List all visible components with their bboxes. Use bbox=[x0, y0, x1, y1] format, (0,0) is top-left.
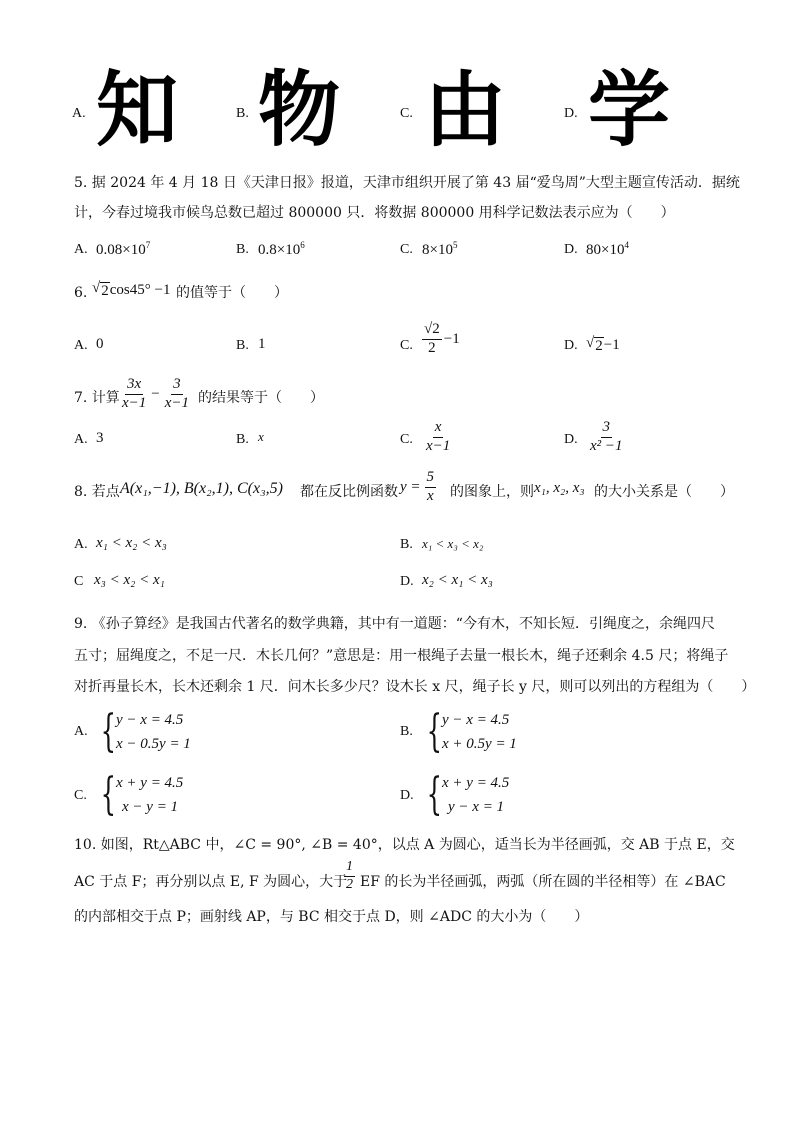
q5-option-c: $8\times 10^5$ bbox=[422, 240, 458, 258]
q5-option-c-label: C. bbox=[400, 242, 413, 257]
q6-option-a: 0 bbox=[96, 336, 104, 352]
q4-option-b-label: B. bbox=[236, 106, 249, 121]
q6-option-d-label: D. bbox=[564, 338, 578, 353]
sqrt-symbol: √ 2 bbox=[92, 280, 109, 299]
q7-option-b: x bbox=[258, 429, 264, 444]
q6-option-a-label: A. bbox=[74, 338, 88, 353]
q8-mid: 都在反比例函数 bbox=[300, 484, 398, 500]
q10-half-fraction: $\frac{1}{2}$ bbox=[346, 859, 353, 892]
q7-stem-tail: 的结果等于（ ） bbox=[198, 390, 324, 406]
q8-vars: x₁, x₂, x₃ bbox=[534, 480, 585, 496]
q6-stem-tail: 的值等于（ ） bbox=[176, 285, 288, 301]
q9-option-d-system: { x + y = 4.5 y − x = 1 bbox=[426, 769, 510, 820]
q10-stem-line1: 10. 如图，Rt△ABC 中，∠C = 90°, ∠B = 40°，以点 A 为圆心，适当长为半径画弧，交 AB 于点 E，交 bbox=[74, 837, 735, 853]
q8-function: y = $\frac{5}{x}$ bbox=[400, 469, 435, 504]
q9-option-b-label: B. bbox=[400, 724, 413, 739]
q4-option-a-char: 知 bbox=[96, 63, 179, 158]
q8-option-d: x₂ < x₁ < x₃ bbox=[422, 572, 493, 588]
q6-option-d: √ 2 −1 bbox=[586, 335, 620, 354]
q7-option-b-label: B. bbox=[236, 432, 249, 447]
q5-option-d-label: D. bbox=[564, 242, 578, 257]
q7-option-c-label: C. bbox=[400, 432, 413, 447]
q8-option-a-label: A. bbox=[74, 537, 88, 552]
q8-tail: 的图象上，则 bbox=[450, 484, 534, 500]
q8-option-c: x₃ < x₂ < x₁ bbox=[94, 572, 165, 588]
q9-stem-line2: 五寸；屈绳度之，不足一尺．木长几何？”意思是：用一根绳子去量一根长木，绳子还剩余 4.5 尺；将绳子 bbox=[74, 648, 729, 664]
q9-stem-line1: 9. 《孙子算经》是我国古代著名的数学典籍，其中有一道题：“今有木，不知长短．引绳度之，余绳四尺 bbox=[74, 616, 715, 632]
q6-expression: √ 2 cos45° −1 bbox=[92, 280, 171, 299]
q8-tail2: 的大小关系是（ ） bbox=[594, 484, 734, 500]
q8-option-c-label: C bbox=[74, 574, 84, 589]
q4-option-b-char: 物 bbox=[258, 63, 341, 158]
brace-symbol: { bbox=[100, 769, 116, 820]
q7-number: 7. 计算 bbox=[74, 390, 120, 406]
q7-option-c: $\frac{x}{x-1}$ bbox=[426, 419, 451, 454]
q6-option-b-label: B. bbox=[236, 338, 249, 353]
q5-option-a: $0.08\times 10^7$ bbox=[96, 240, 151, 258]
q4-option-c-char: 由 bbox=[424, 63, 507, 158]
q10-stem-line2a: AC 于点 F；再分别以点 E, F 为圆心，大于 bbox=[74, 874, 348, 890]
q4-option-a-label: A. bbox=[72, 106, 86, 121]
q9-option-b-system: { y − x = 4.5 x + 0.5y = 1 bbox=[426, 706, 517, 757]
q4-option-d-char: 学 bbox=[588, 63, 671, 158]
q9-option-a-system: { y − x = 4.5 x − 0.5y = 1 bbox=[100, 706, 191, 757]
q5-option-d: $80\times 10^4$ bbox=[586, 240, 629, 258]
q6-option-b: 1 bbox=[258, 336, 266, 352]
q6-option-c-label: C. bbox=[400, 338, 413, 353]
q8-option-b: x₁ < x₃ < x₂ bbox=[422, 536, 484, 551]
q6-number: 6. bbox=[74, 285, 88, 301]
q9-option-a-label: A. bbox=[74, 724, 88, 739]
q8-points: A(x₁,−1), B(x₂,1), C(x₃,5) bbox=[120, 480, 283, 497]
q5-option-b: $0.8\times 10^6$ bbox=[258, 240, 305, 258]
q8-option-b-label: B. bbox=[400, 537, 413, 552]
q5-option-a-label: A. bbox=[74, 242, 88, 257]
q7-expression: $\frac{3x}{x-1}$ − $\frac{3}{x-1}$ bbox=[122, 376, 190, 411]
q9-option-d-label: D. bbox=[400, 788, 414, 803]
q10-stem-line3: 的内部相交于点 P；画射线 AP，与 BC 相交于点 D，则 ∠ADC 的大小为（ ） bbox=[74, 909, 589, 925]
q9-stem-line3: 对折再量长木，长木还剩余 1 尺．问木长多少尺？设木长 x 尺，绳子长 y 尺，则可以列出的方程组为（ ） bbox=[74, 679, 756, 695]
q7-option-a: 3 bbox=[96, 430, 104, 446]
q5-option-b-label: B. bbox=[236, 242, 249, 257]
q9-option-c-system: { x + y = 4.5 x − y = 1 bbox=[100, 769, 184, 820]
q7-option-a-label: A. bbox=[74, 432, 88, 447]
q4-option-c-label: C. bbox=[400, 106, 413, 121]
q6-option-c: $\frac{√2}{2}$ −1 bbox=[424, 321, 460, 356]
q4-option-d-label: D. bbox=[564, 106, 578, 121]
brace-symbol: { bbox=[426, 769, 442, 820]
q7-option-d-label: D. bbox=[564, 432, 578, 447]
brace-symbol: { bbox=[100, 706, 116, 757]
q8-option-d-label: D. bbox=[400, 574, 414, 589]
q8-prefix: 8. 若点 bbox=[74, 484, 120, 500]
brace-symbol: { bbox=[426, 706, 442, 757]
q8-option-a: x₁ < x₂ < x₃ bbox=[96, 535, 167, 551]
q5-stem-line1: 5. 据 2024 年 4 月 18 日《天津日报》报道，天津市组织开展了第 43 届“爱鸟周”大型主题宣传活动．据统 bbox=[74, 175, 740, 191]
q5-stem-line2: 计，今春过境我市候鸟总数已超过 800000 只．将数据 800000 用科学记数法表示应为（ ） bbox=[74, 205, 675, 221]
q9-option-c-label: C. bbox=[74, 788, 87, 803]
q10-stem-line2b: EF 的长为半径画弧，两弧（所在圆的半径相等）在 ∠BAC bbox=[360, 874, 726, 890]
q7-option-d: $\frac{3}{\text{x² −1}}$ bbox=[590, 419, 623, 454]
